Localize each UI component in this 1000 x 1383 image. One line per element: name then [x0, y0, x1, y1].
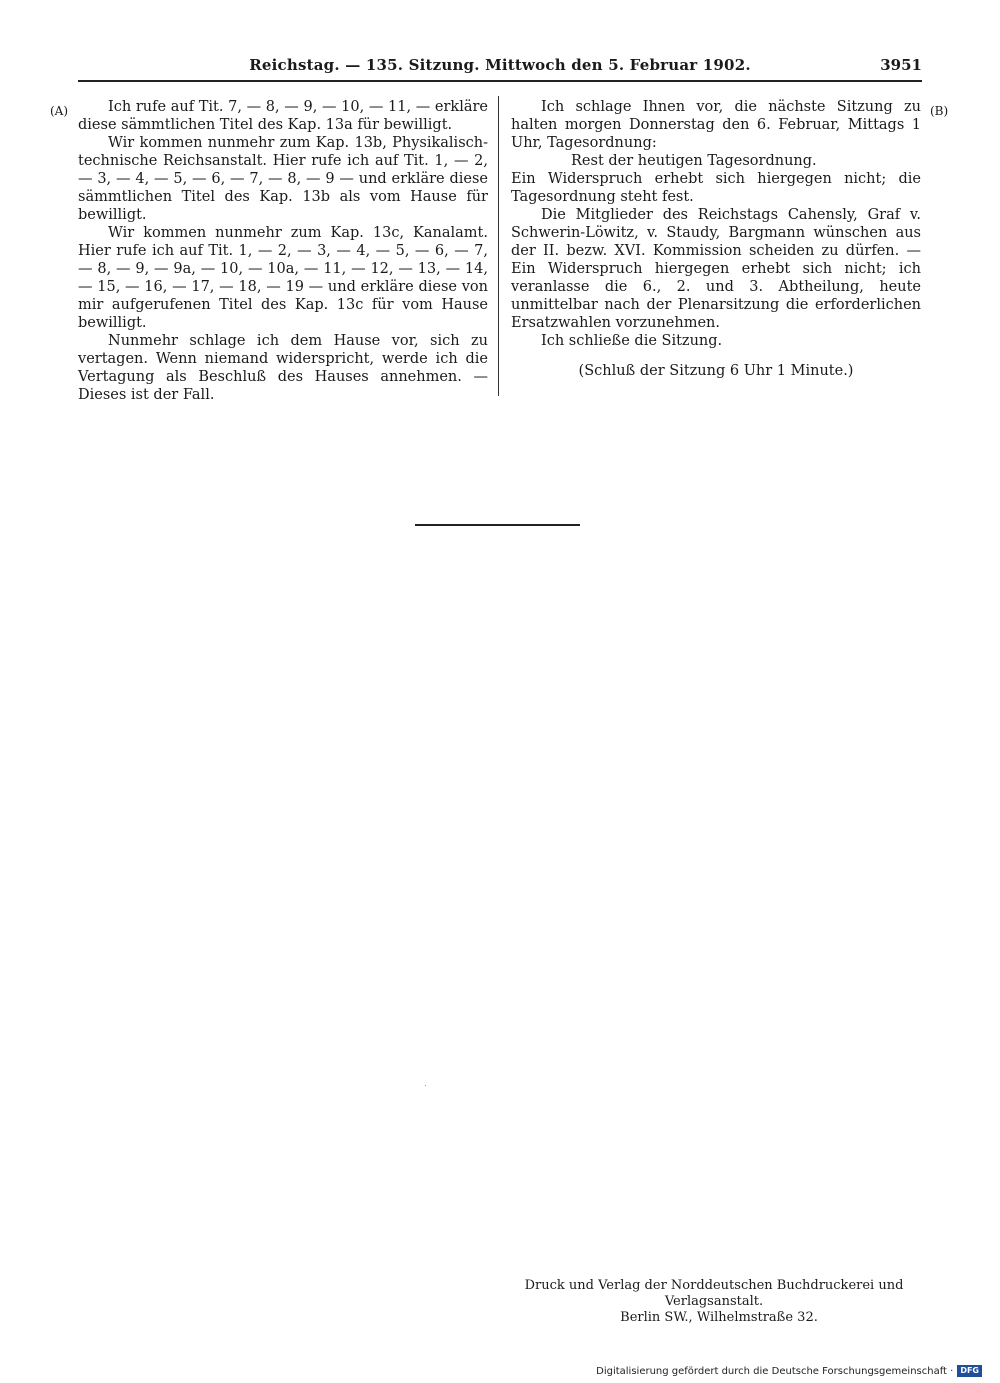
page-number: 3951	[880, 56, 922, 74]
header-title: Reichstag. — 135. Sitzung. Mittwoch den 5. Februar 1902.	[249, 56, 751, 74]
end-rule	[415, 524, 580, 526]
printer-line-1: Druck und Verlag der Norddeutschen Buchdruckerei und Verlagsanstalt.	[524, 1278, 904, 1309]
right-paragraph-3: Die Mitglieder des Reichstags Cahensly, Graf v. Schwerin-Löwitz, v. Staudy, Bargmann wünschen aus der II. bezw. XVI. Kommission scheiden zu dürfen. — Ein Widerspruch hiergegen erhebt sich nicht; ich veranlasse die 6., 2. und 3. Abtheilung, heute unmittelbar nach der Plenarsitzung die erforderlichen Ersatzwahlen vorzunehmen.	[511, 207, 921, 331]
left-column	[78, 98, 488, 404]
margin-mark-a: (A)	[50, 104, 69, 118]
left-paragraph-4: Nunmehr schlage ich dem Hause vor, sich zu vertagen. Wenn niemand widerspricht, werde ich die Vertagung als Beschluß des Hauses annehmen. — Dieses ist der Fall.	[78, 333, 488, 403]
printer-imprint	[506, 1278, 922, 1326]
right-paragraph-2: Ein Widerspruch erhebt sich hiergegen nicht; die Tagesordnung steht fest.	[511, 171, 921, 205]
page-header	[78, 56, 922, 82]
margin-mark-b: (B)	[930, 104, 949, 118]
digitization-footer	[596, 1365, 982, 1377]
left-paragraph-2: Wir kommen nunmehr zum Kap. 13b, Physikalisch-technische Reichsanstalt. Hier rufe ich auf Tit. 1, — 2, — 3, — 4, — 5, — 6, — 7, — 8, — 9 — und erkläre diese sämmtlichen Titel des Kap. 13b als vom Hause für bewilligt.	[78, 135, 488, 223]
printer-line-2: Berlin SW., Wilhelmstraße 32.	[620, 1310, 818, 1325]
right-column	[511, 98, 921, 380]
closing-note: (Schluß der Sitzung 6 Uhr 1 Minute.)	[578, 363, 854, 379]
agenda-item: Rest der heutigen Tagesordnung.	[571, 153, 817, 169]
right-paragraph-1: Ich schlage Ihnen vor, die nächste Sitzung zu halten morgen Donnerstag den 6. Februar, Mittags 1 Uhr, Tagesordnung:	[511, 99, 921, 151]
dfg-logo-icon: DFG	[957, 1365, 982, 1377]
column-divider	[498, 96, 499, 396]
left-paragraph-3: Wir kommen nunmehr zum Kap. 13c, Kanalamt. Hier rufe ich auf Tit. 1, — 2, — 3, — 4, — 5, — 6, — 7, — 8, — 9, — 9a, — 10, — 10a, — 11, — 12, — 13, — 14, — 15, — 16, — 17, — 18, — 19 — und erkläre diese von mir aufgerufenen Titel des Kap. 13c für vom Hause bewilligt.	[78, 225, 488, 331]
right-paragraph-4: Ich schließe die Sitzung.	[541, 333, 723, 349]
left-paragraph-1: Ich rufe auf Tit. 7, — 8, — 9, — 10, — 11, — erkläre diese sämmtlichen Titel des Kap. 13a für bewilligt.	[78, 99, 488, 133]
footer-text: Digitalisierung gefördert durch die Deutsche Forschungsgemeinschaft ·	[596, 1365, 954, 1377]
scan-speck	[425, 1085, 426, 1086]
